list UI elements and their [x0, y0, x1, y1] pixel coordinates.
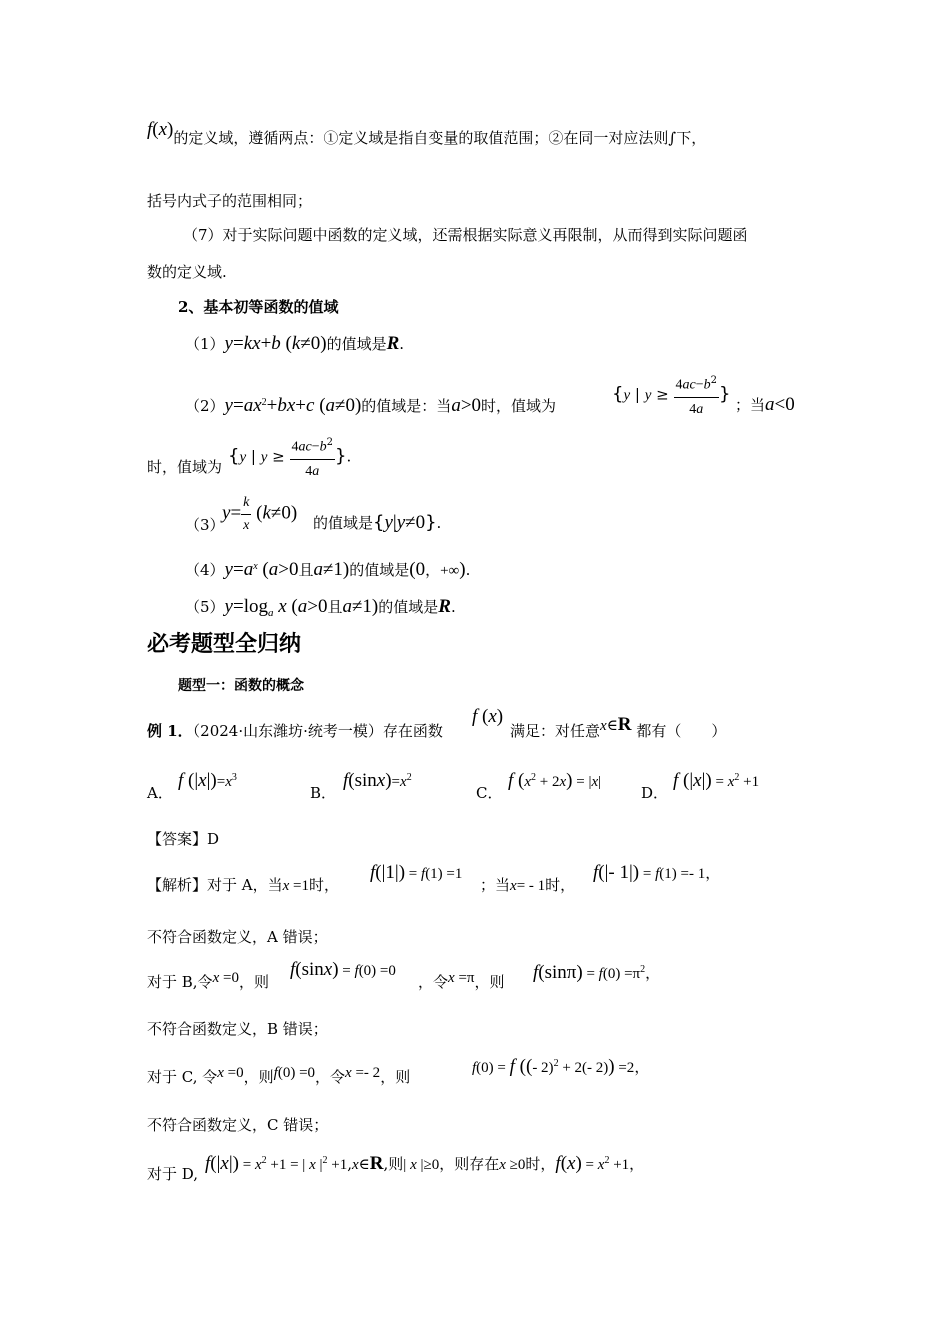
- analysis-line: 不符合函数定义，C 错误；: [147, 1116, 329, 1134]
- option-label: B．: [310, 784, 337, 802]
- text-line: 括号内式子的范围相同；: [147, 192, 313, 210]
- item-number: （1）: [185, 335, 225, 353]
- analysis-text: 对于 C, 令: [147, 1068, 218, 1086]
- analysis-formula: f(sinx) = f(0) =0: [290, 959, 396, 980]
- example-source: （2024·山东潍坊·统考一模）存在函数: [192, 722, 443, 740]
- item-number: （4）: [185, 561, 225, 579]
- item-number: （3）: [185, 516, 225, 534]
- analysis-text: ，则存在: [439, 1155, 500, 1173]
- analysis-line: [147, 1163, 198, 1185]
- analysis-line: 对于 C, 令x =0，则f(0) =0，令x =- 2，则: [147, 1065, 411, 1086]
- analysis-formula: f(0) = f ((- 2)$^2$ + 2(- 2)) =2，: [472, 1056, 650, 1077]
- analysis-formula: $f(|x|) = x^2 +1$ = | x $|^2$ +1,x∈R,则| x |≥0，则存在x ≥0时，$f(x) = x^2 +1$，: [205, 1153, 645, 1174]
- range-item-2-tail: ；当a<0: [735, 394, 795, 415]
- range-item-2b: [147, 456, 222, 478]
- analysis-text: ，则: [474, 973, 505, 991]
- example-text: 都有（ ）: [636, 722, 727, 740]
- range-item-3-tail: 的值域是{y|y≠0}.: [313, 512, 442, 533]
- option-b[interactable]: [310, 782, 336, 804]
- item-text: 的值域是: [326, 335, 387, 353]
- analysis-text: 时，: [525, 1155, 556, 1173]
- question-type-title: 题型一：函数的概念: [178, 678, 304, 694]
- math-R: R: [386, 333, 400, 354]
- example-line: [147, 720, 443, 742]
- option-a-formula: f $(|x|)=x^3$: [178, 770, 237, 791]
- math-paren: (: [152, 119, 159, 140]
- analysis-formula: f(|1|) = f(1) =1: [370, 862, 463, 883]
- analysis-text: 对于 D,: [147, 1165, 199, 1183]
- range-item-3: [185, 514, 225, 536]
- subheading: 2、基本初等函数的值域: [178, 298, 339, 316]
- option-label: A．: [147, 784, 173, 802]
- analysis-line: ；当x= - 1时，: [480, 876, 576, 894]
- option-b-formula: $f(\sin x)=x^2$: [343, 770, 412, 791]
- option-d[interactable]: [641, 782, 668, 804]
- analysis-text: 【解析】对于 A，当: [147, 876, 283, 894]
- analysis-formula: $f(\sin\pi) = f(0) =\pi^2$，: [533, 962, 661, 983]
- analysis-text: ，令: [315, 1068, 346, 1086]
- analysis-formula: f(|- 1|) = f(1) =- 1，: [593, 862, 721, 883]
- item-text: 的值域是: [313, 514, 374, 532]
- option-label: D．: [641, 784, 669, 802]
- section-title: 必考题型全归纳: [147, 632, 302, 657]
- range-item-2: $(2)y=ax^2+bx+c$ (a≠0)的值域是：当a>0时，值域为: [185, 395, 557, 416]
- analysis-text: 对于 B,令: [147, 973, 213, 991]
- math-paren: ): [167, 119, 174, 140]
- analysis-text: ，则: [238, 973, 269, 991]
- analysis-line: 【解析】对于 A，当x =1时，: [147, 876, 340, 894]
- option-label: C．: [476, 784, 503, 802]
- analysis-text: 时，: [309, 876, 340, 894]
- example-line-tail: 满足：对任意x∈R 都有（ ）: [510, 714, 727, 740]
- range-set-lower: {y | y ≥ $\frac{4ac-b^2}{4a}$ }.: [228, 432, 351, 483]
- option-c[interactable]: [476, 782, 502, 804]
- example-formula: f (x): [472, 706, 504, 727]
- math-R: R: [438, 596, 451, 617]
- formula: y: [224, 333, 233, 354]
- item-text: 时，值域为: [147, 458, 223, 476]
- item-text: 且: [298, 561, 314, 579]
- answer-line: 【答案】D: [147, 830, 220, 848]
- text-line: [147, 119, 707, 149]
- analysis-text: ，则: [243, 1068, 274, 1086]
- item-text: 的值域是: [349, 561, 410, 579]
- formula: y: [224, 395, 233, 416]
- range-item-4: $(4)y=a^x$ (a>0且a≠1)的值域是(0，+∞).: [185, 559, 471, 580]
- range-item-5: $(5)y=\log_a$ x (a>0且a≠1)的值域是R.: [185, 596, 456, 619]
- math-f-x: f: [147, 119, 153, 140]
- range-set-upper: {y | y ≥ $\frac{4ac-b^2}{4a}$ }: [612, 370, 730, 421]
- analysis-line: ，令x =π，则: [418, 970, 505, 991]
- option-a[interactable]: [147, 782, 173, 804]
- option-d-formula: f $(|x|) = x^2 +1$: [673, 770, 760, 791]
- analysis-text: ，令: [418, 973, 449, 991]
- analysis-line: 对于 B,令x =0，则: [147, 970, 269, 991]
- paragraph-text: 的定义域，遵循两点：①定义域是指自变量的取值范围；②在同一对应法则∫下，: [173, 129, 707, 147]
- text-line: 数的定义域.: [147, 263, 227, 281]
- analysis-text: ，则: [380, 1068, 411, 1086]
- option-c-formula: f $(x^2 + 2x) = |x|$: [508, 770, 602, 791]
- item-text: 且: [327, 598, 343, 616]
- item-text: 的值域是: [378, 598, 439, 616]
- text-line: （7）对于实际问题中函数的定义域，还需根据实际意义再限制，从而得到实际问题函: [183, 226, 748, 244]
- analysis-line: 不符合函数定义，B 错误；: [147, 1020, 328, 1038]
- analysis-line: 不符合函数定义，A 错误；: [147, 928, 328, 946]
- item-number: （2）: [185, 397, 225, 415]
- item-text: 时，值域为: [481, 397, 557, 415]
- item-number: （5）: [185, 598, 225, 616]
- range-item-1: （1）y=kx+b (k≠0)的值域是R.: [185, 333, 405, 354]
- example-text: 满足：对任意: [510, 722, 601, 740]
- item-text: ；当: [735, 396, 766, 414]
- math-x: x: [158, 119, 168, 140]
- analysis-text: ,则: [383, 1155, 404, 1173]
- example-label: 例 1．: [147, 722, 193, 740]
- formula-3: y= $\frac{k}{x}$ (k≠0): [222, 492, 297, 537]
- analysis-text: ；当: [480, 876, 511, 894]
- item-text: 的值域是：当: [361, 397, 452, 415]
- analysis-text: 时，: [545, 876, 576, 894]
